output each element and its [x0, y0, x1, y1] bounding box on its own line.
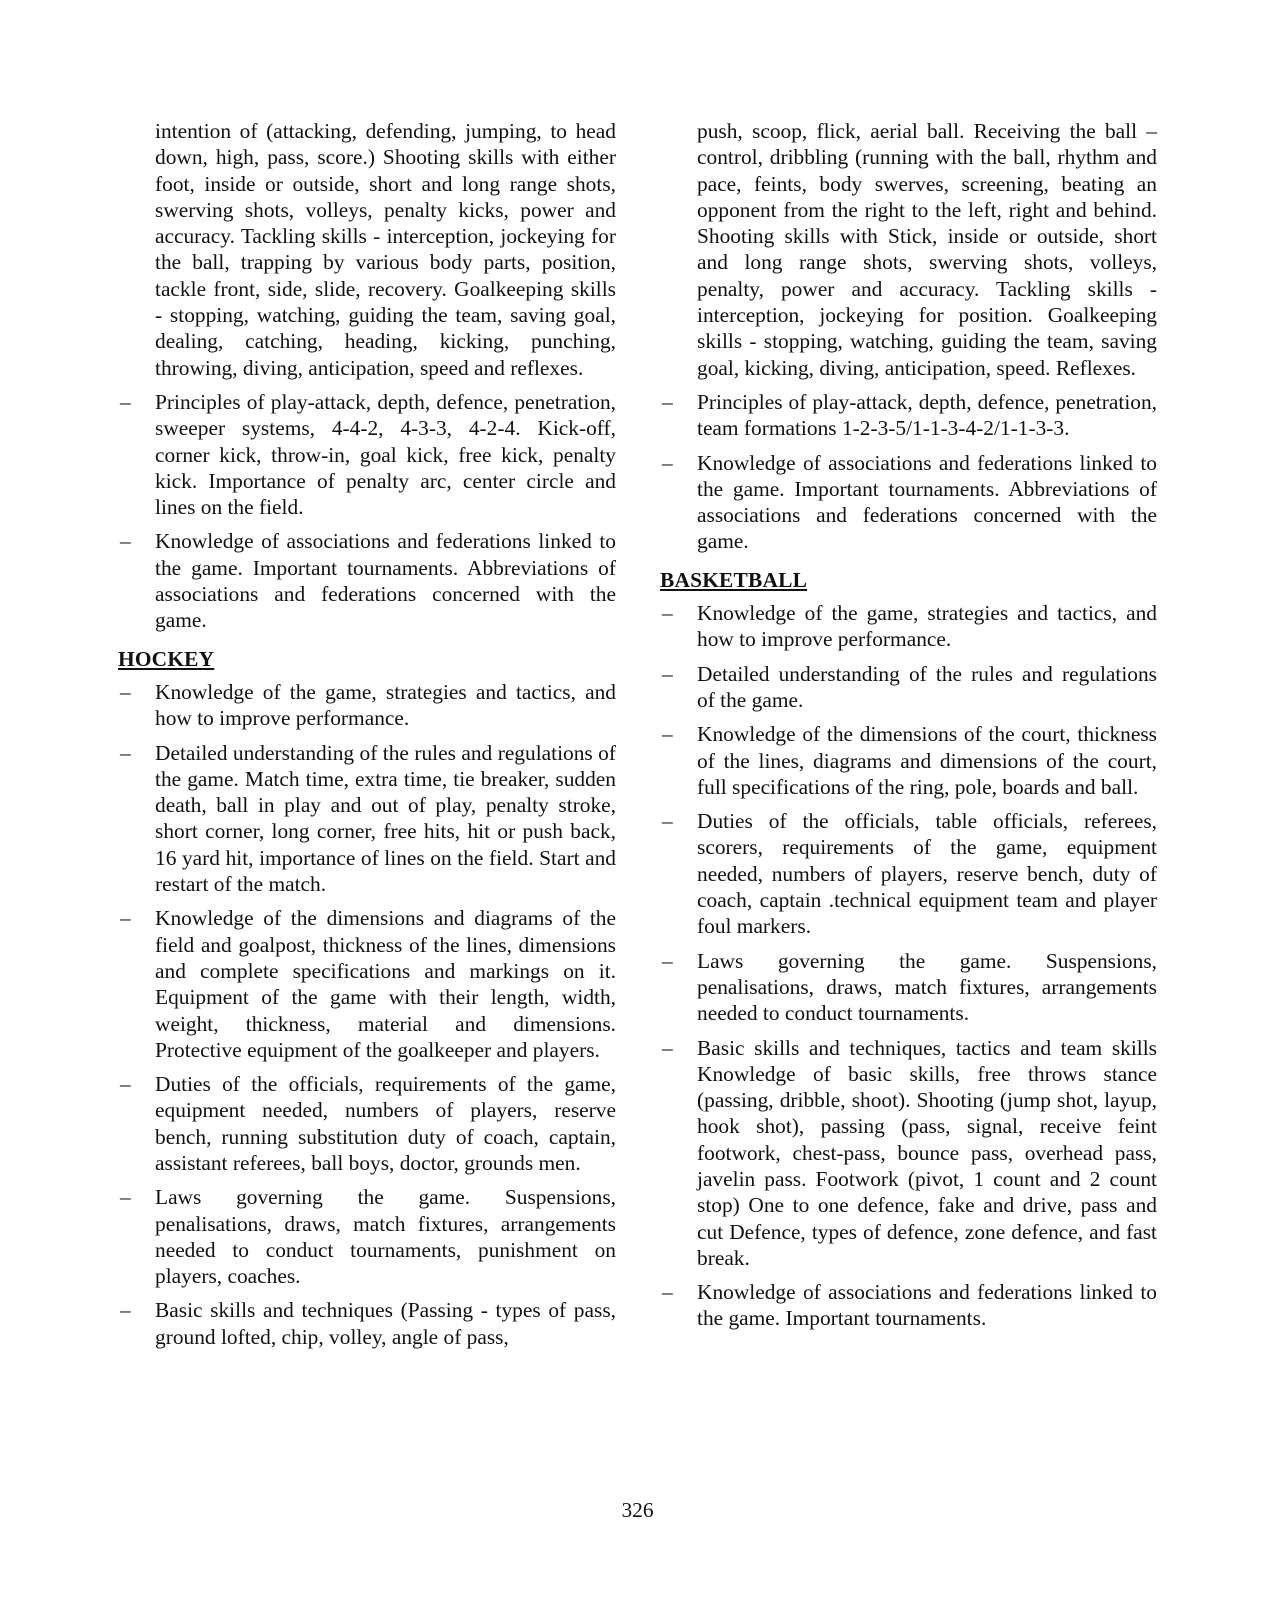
left-column: [118, 118, 616, 1358]
list-item: [118, 1184, 616, 1289]
dash-bullet: –: [662, 809, 673, 834]
dash-bullet: –: [662, 948, 673, 973]
list-item: [660, 1279, 1157, 1332]
list-item: [118, 1297, 616, 1350]
list-item-text: Duties of the officials, requirements of the game, equipment needed, numbers of players, reserve bench, running substitution duty of coach, captain, assistant referees, ball boys, doctor, grounds men.: [155, 1072, 616, 1175]
list-item-text: Detailed understanding of the rules and regulations of the game. Match time, extra time, tie breaker, sudden death, ball in play and out of play, penalty stroke, short corner, long corner, free hits, hit or push back, 16 yard hit, importance of lines on the field. Start and restart of the match.: [155, 740, 616, 897]
dash-bullet: –: [120, 529, 131, 554]
list-item-text: Knowledge of associations and federations linked to the game. Important tournaments.: [697, 1280, 1157, 1331]
list-item: [118, 389, 616, 520]
dash-bullet: –: [120, 1072, 131, 1097]
list-item-text: Knowledge of the game, strategies and tactics, and how to improve performance.: [697, 601, 1157, 652]
list-item: [660, 721, 1157, 800]
dash-bullet: –: [662, 1280, 673, 1305]
dash-bullet: –: [120, 740, 131, 765]
list-item-text: Laws governing the game. Suspensions, penalisations, draws, match fixtures, arrangements needed to conduct tournaments, punishment on players, coaches.: [155, 1185, 616, 1289]
dash-bullet: –: [662, 722, 673, 747]
dash-bullet: –: [120, 1185, 131, 1210]
dash-bullet: –: [120, 906, 131, 931]
dash-bullet: –: [662, 389, 673, 414]
dash-bullet: –: [662, 661, 673, 686]
dash-bullet: –: [662, 450, 673, 475]
list-item: [118, 905, 616, 1063]
list-item-text: Knowledge of associations and federations linked to the game. Important tournaments. Abbreviations of associations and federations concerned with the game.: [155, 529, 616, 633]
list-item: [660, 948, 1157, 1027]
list-item: [660, 389, 1157, 442]
section-heading-basketball: BASKETBALL: [660, 567, 808, 592]
list-item-text: Knowledge of associations and federations linked to the game. Important tournaments. Abbreviations of associations and federations concerned with the game.: [697, 450, 1157, 554]
section-heading-hockey: HOCKEY: [118, 646, 215, 671]
list-item: [660, 600, 1157, 653]
list-item-text: Knowledge of the dimensions and diagrams of the field and goalpost, thickness of the lines, dimensions and complete specifications and markings on it. Equipment of the game with their length, width, weight, thickness, material and dimensions. Protective equipment of the goalkeeper and players.: [155, 906, 616, 1062]
list-item-text: Basic skills and techniques (Passing - types of pass, ground lofted, chip, volley, angle of pass,: [155, 1298, 616, 1349]
list-item-text: Principles of play-attack, depth, defence, penetration, sweeper systems, 4-4-2, 4-3-3, 4-2-4. Kick-off, corner kick, throw-in, goal kick, free kick, penalty kick. Importance of penalty arc, center circle and lines on the field.: [155, 389, 616, 520]
list-item: [118, 740, 616, 898]
continuation-paragraph: intention of (attacking, defending, jumping, to head down, high, pass, score.) Shooting skills with either foot, inside or outside, short and long range shots, swerving shots, volleys, penalty kicks, power and accuracy. Tackling skills - interception, jockeying for the ball, trapping by various body parts, position, tackle front, side, slide, recovery. Goalkeeping skills - stopping, watching, guiding the team, saving goal, dealing, catching, heading, kicking, punching, throwing, diving, anticipation, speed and reflexes.: [155, 119, 616, 380]
dash-bullet: –: [662, 1035, 673, 1060]
list-item: [118, 679, 616, 732]
dash-bullet: –: [120, 389, 131, 414]
list-item: [118, 528, 616, 633]
dash-bullet: –: [120, 1298, 131, 1323]
list-item-text: Principles of play-attack, depth, defence, penetration, team formations 1-2-3-5/1-1-3-4-2/1-1-3-3.: [697, 389, 1157, 441]
list-item-text: Basic skills and techniques, tactics and team skills Knowledge of basic skills, free throws stance (passing, dribble, shoot). Shooting (jump shot, layup, hook shot), passing (pass, signal, receive feint footwork, chest-pass, bounce pass, overhead pass, javelin pass. Footwork (pivot, 1 count and 2 count stop) One to one defence, fake and drive, pass and cut Defence, types of defence, zone defence, and fast break.: [697, 1035, 1157, 1270]
right-column: [660, 118, 1157, 1340]
list-item: [660, 808, 1157, 939]
page-number: 326: [621, 1498, 654, 1522]
continuation-paragraph: push, scoop, flick, aerial ball. Receiving the ball – control, dribbling (running with the ball, rhythm and pace, feints, body swerves, screening, beating an opponent from the right to the left, right and behind. Shooting skills with Stick, inside or outside, short and long range shots, swerving shots, volleys, penalty, power and accuracy. Tackling skills - interception, jockeying for position. Goalkeeping skills - stopping, watching, guiding the team, saving goal, kicking, diving, anticipation, speed. Reflexes.: [697, 119, 1157, 380]
list-item-text: Laws governing the game. Suspensions, penalisations, draws, match fixtures, arrangements needed to conduct tournaments.: [697, 948, 1157, 1026]
list-item: [660, 661, 1157, 714]
dash-bullet: –: [662, 601, 673, 626]
list-item: [660, 1035, 1157, 1272]
dash-bullet: –: [120, 679, 131, 704]
list-item: [660, 450, 1157, 555]
list-item-text: Duties of the officials, table officials, referees, scorers, requirements of the game, equipment needed, numbers of players, reserve bench, duty of coach, captain .technical equipment team and player foul markers.: [697, 809, 1157, 939]
list-item-text: Knowledge of the dimensions of the court, thickness of the lines, diagrams and dimensions of the court, full specifications of the ring, pole, boards and ball.: [697, 722, 1157, 799]
list-item-text: Knowledge of the game, strategies and tactics, and how to improve performance.: [155, 679, 616, 731]
list-item-text: Detailed understanding of the rules and regulations of the game.: [697, 661, 1157, 712]
list-item: [118, 1071, 616, 1176]
